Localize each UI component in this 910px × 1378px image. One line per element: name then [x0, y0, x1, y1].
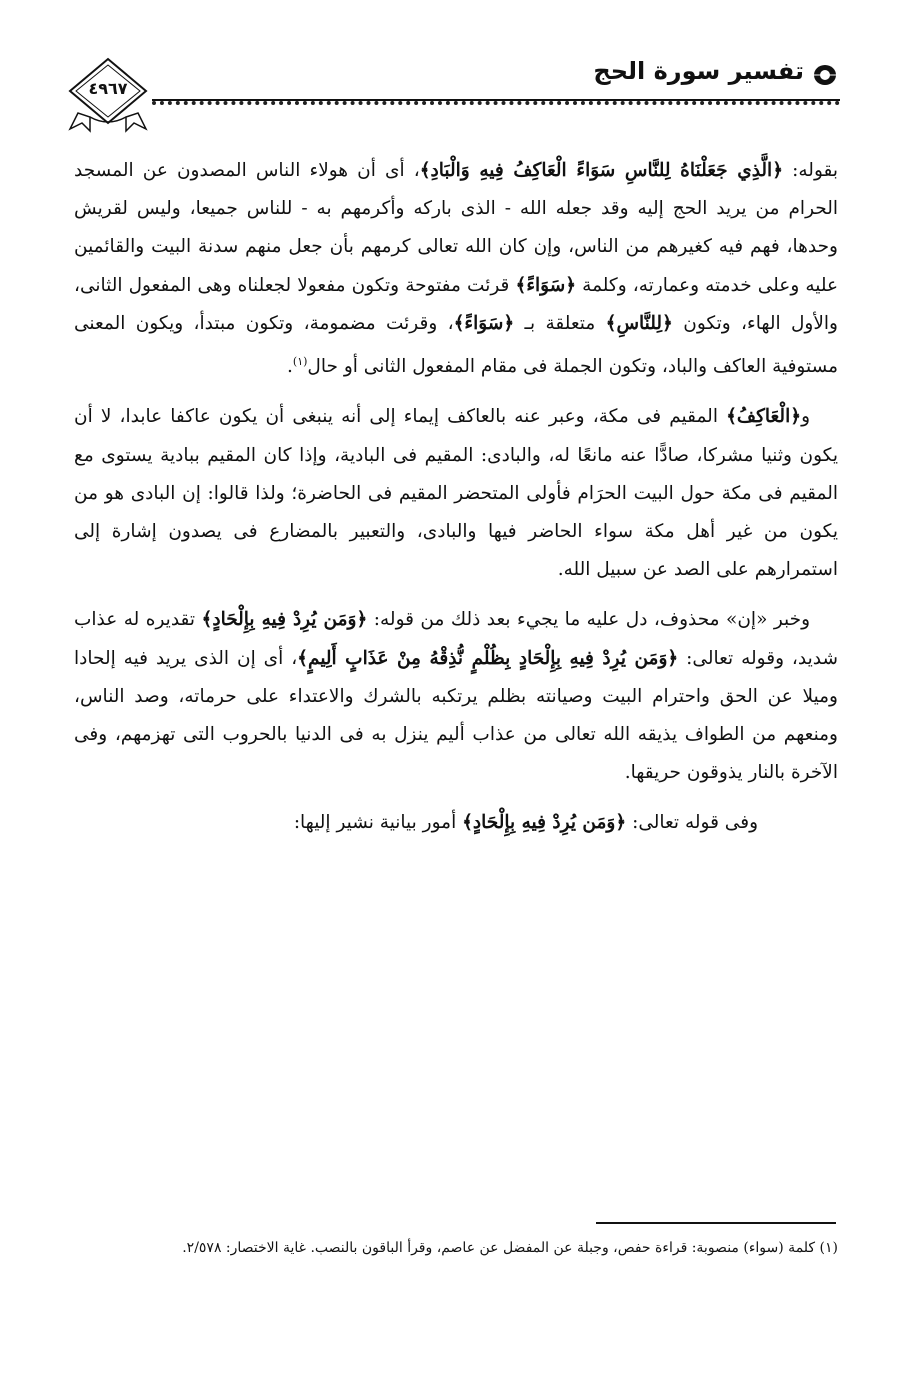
body-text [74, 152, 838, 855]
text-run: و [801, 406, 810, 428]
ornament-icon [810, 63, 840, 87]
text-run: المقيم فى مكة، وعبر عنه بالعاكف إيماء إلى أنه ينبغى أن يكون عاكفا عابدا، لا أن يكون وثنيا مشركا، صادًّا عنه مانعًا له، والبادى: المقيم فى البادية، وإذا كان المقيم ببادية يستوى مع المقيم فى مكة حول البيت الحرَام فأولى المتحضر المقيم فى الحاضرة؛ ولذا قالوا: إن البادى هو من يكون من غير أهل مكة سواء الحاضر فيها والبادى، والتعبير بالمضارع فى يصدون إشارة إلى استمرارهم على الصد عن سبيل الله. [74, 406, 838, 581]
quran-word: ﴿لِلنَّاسِ﴾ [605, 312, 673, 334]
running-title: تفسير سورة الحج [593, 57, 804, 85]
quran-word: ﴿سَوَاءً﴾ [453, 312, 515, 334]
text-run: قرئت مفتوحة وتكون مفعولا لجعلناه وهى المفعول الثانى، والأول الهاء، وتكون [74, 274, 838, 334]
header-rule [152, 99, 840, 105]
quran-verse: ﴿وَمَن يُرِدْ فِيهِ بِإِلْحَادٍ﴾ [462, 812, 627, 834]
paragraph-3 [74, 601, 838, 792]
quran-verse: ﴿وَمَن يُرِدْ فِيهِ بِإِلْحَادٍ﴾ [201, 609, 368, 631]
text-run: متعلقة بـ [514, 312, 606, 334]
footnote-separator [596, 1222, 836, 1224]
paragraph-4 [74, 804, 838, 842]
footnote-marker[interactable]: (١) [292, 355, 308, 369]
quran-verse: ﴿وَمَن يُرِدْ فِيهِ بِإِلْحَادٍ بِظُلْمٍ نُّذِقْهُ مِنْ عَذَابٍ أَلِيمٍ﴾ [297, 647, 679, 669]
quran-word: ﴿سَوَاءً﴾ [515, 274, 577, 296]
text-run: ، أى إن الذى يريد فيه إلحادا وميلا عن الحق واحترام البيت وصيانته بظلم يرتكبه بالشرك والاعتداء على حرماته، وصد الناس، ومنعهم من الطواف يذيقه الله تعالى من عذاب أليم ينزل به فى الدنيا بالحروب التى تهزمهم، وفى الآخرة بالنار يذوقون حريقها. [74, 647, 838, 784]
text-run: ، وقرئت مضمومة، وتكون مبتدأ، ويكون المعنى مستوفية العاكف والباد، وتكون الجملة فى مقام المفعول الثانى أو حال [74, 312, 838, 378]
text-run: ، أى أن هولاء الناس المصدون عن المسجد الحرام من يريد الحج إليه وقد جعله الله - الذى باركه وأكرمهم به - للناس جميعا، وليس لقريش وحدها، فهم فيه كغيرهم من الناس، وإن كان الله تعالى كرمهم بأن جعل منهم سدنة البيت والقائمين عليه وعلى خدمته وعمارته، وكلمة [74, 160, 838, 296]
paragraph-2 [74, 398, 838, 589]
quran-verse: ﴿الَّذِي جَعَلْنَاهُ لِلنَّاسِ سَوَاءً الْعَاكِفُ فِيهِ وَالْبَادِ﴾ [419, 160, 784, 181]
text-run: أمور بيانية نشير إليها: [293, 812, 463, 834]
quran-word: ﴿الْعَاكِفُ﴾ [726, 406, 802, 428]
page-header [60, 55, 840, 145]
text-run: بقوله: [783, 160, 839, 181]
page-number: ٤٩٦٧ [88, 79, 128, 98]
text-run: وخبر «إن» محذوف، دل عليه ما يجيء بعد ذلك من قوله: [367, 609, 811, 631]
footnote: (١) كلمة (سواء) منصوبة: قراءة حفص، وجبلة عن المفضل عن عاصم، وقرأ الباقون بالنصب. غاية الاختصار: ٢/٥٧٨. [182, 1240, 838, 1256]
text-run: . [287, 356, 293, 378]
text-run: وفى قوله تعالى: [626, 812, 758, 834]
paragraph-1 [74, 152, 838, 386]
text-run: تقديره له عذاب شديد، وقوله تعالى: [74, 609, 838, 669]
